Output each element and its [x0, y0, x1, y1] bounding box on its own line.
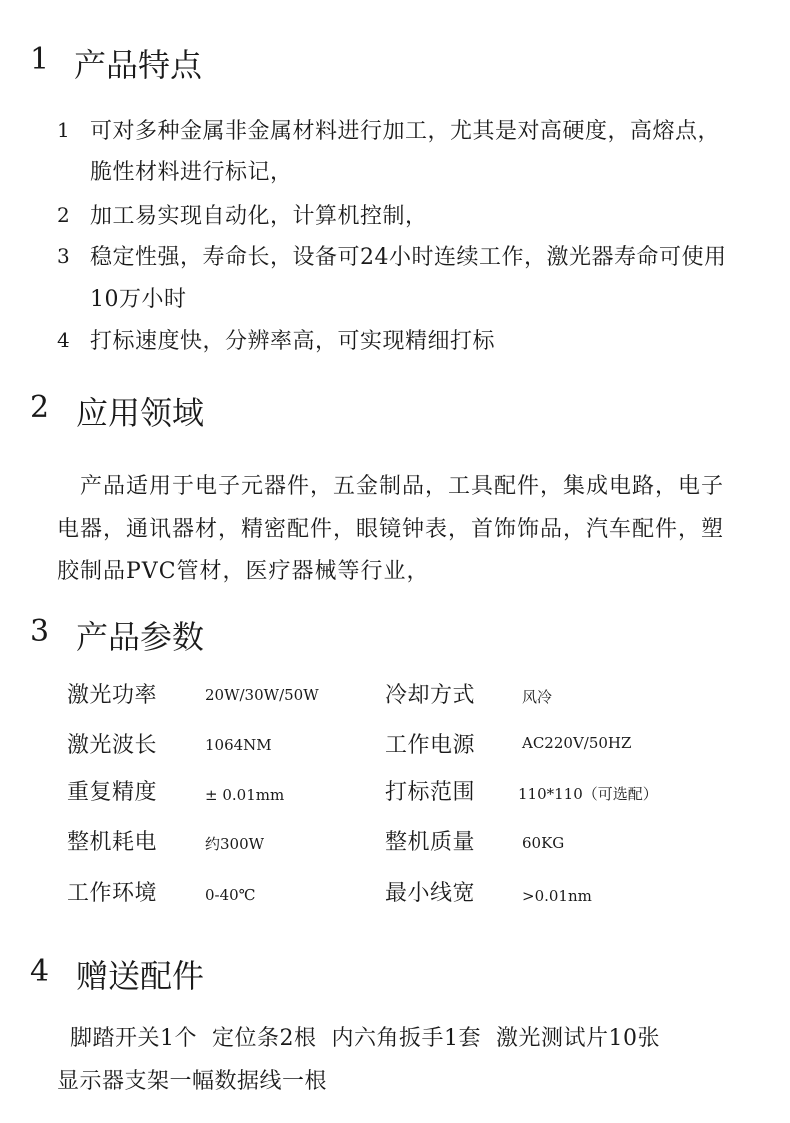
spec-label: 整机耗电	[67, 830, 158, 855]
spec-value: 风冷	[522, 688, 553, 706]
application-line-2: 电器，通讯器材，精密配件，眼镜钟表，首饰饰品，汽车配件，塑	[57, 517, 725, 542]
feature-2-number: 2	[57, 203, 70, 227]
feature-1-text: 可对多种金属非金属材料进行加工，尤其是对高硬度，高熔点，	[90, 119, 721, 144]
feature-3-text: 稳定性强，寿命长，设备可24小时连续工作，激光器寿命可使用	[90, 245, 727, 270]
spec-label: 打标范围	[385, 780, 476, 805]
spec-value: 110*110（可选配）	[518, 785, 658, 803]
spec-label: 工作环境	[67, 881, 158, 906]
section-3-title: 产品参数	[76, 618, 205, 656]
spec-label: 激光波长	[67, 733, 158, 758]
spec-value: 0-40℃	[205, 886, 256, 904]
spec-label: 冷却方式	[385, 683, 476, 708]
spec-value: AC220V/50HZ	[522, 734, 632, 752]
accessories-line-2: 显示器支架一幅数据线一根	[57, 1069, 328, 1094]
section-4-number: 4	[30, 954, 50, 989]
feature-1-text-cont: 脆性材料进行标记，	[90, 160, 293, 185]
feature-3-text-cont: 10万小时	[90, 287, 187, 312]
section-2-number: 2	[30, 390, 50, 425]
accessories-line-1: 脚踏开关1个 定位条2根 内六角扳手1套 激光测试片10张	[70, 1026, 660, 1051]
section-2-title: 应用领域	[76, 394, 205, 432]
spec-value: 约300W	[205, 835, 265, 853]
application-line-3: 胶制品PVC管材，医疗器械等行业，	[57, 559, 430, 584]
feature-3-number: 3	[57, 244, 70, 268]
spec-label: 重复精度	[67, 780, 158, 805]
spec-label: 激光功率	[67, 683, 158, 708]
feature-4-number: 4	[57, 328, 70, 352]
spec-value: 1064NM	[205, 736, 272, 754]
spec-value: >0.01nm	[522, 887, 592, 905]
spec-value: 60KG	[522, 834, 565, 852]
section-1-title: 产品特点	[74, 46, 203, 84]
section-3-number: 3	[30, 614, 50, 649]
section-1-number: 1	[30, 42, 50, 77]
section-4-title: 赠送配件	[76, 957, 205, 995]
spec-label: 工作电源	[385, 733, 476, 758]
feature-4-text: 打标速度快，分辨率高，可实现精细打标	[90, 329, 496, 354]
spec-label: 最小线宽	[385, 881, 476, 906]
application-line-1: 产品适用于电子元器件，五金制品，工具配件，集成电路，电子	[80, 474, 725, 499]
spec-value: ± 0.01mm	[205, 786, 285, 804]
feature-1-number: 1	[57, 118, 70, 142]
spec-value: 20W/30W/50W	[205, 686, 319, 704]
spec-label: 整机质量	[385, 830, 476, 855]
feature-2-text: 加工易实现自动化，计算机控制，	[90, 204, 428, 229]
